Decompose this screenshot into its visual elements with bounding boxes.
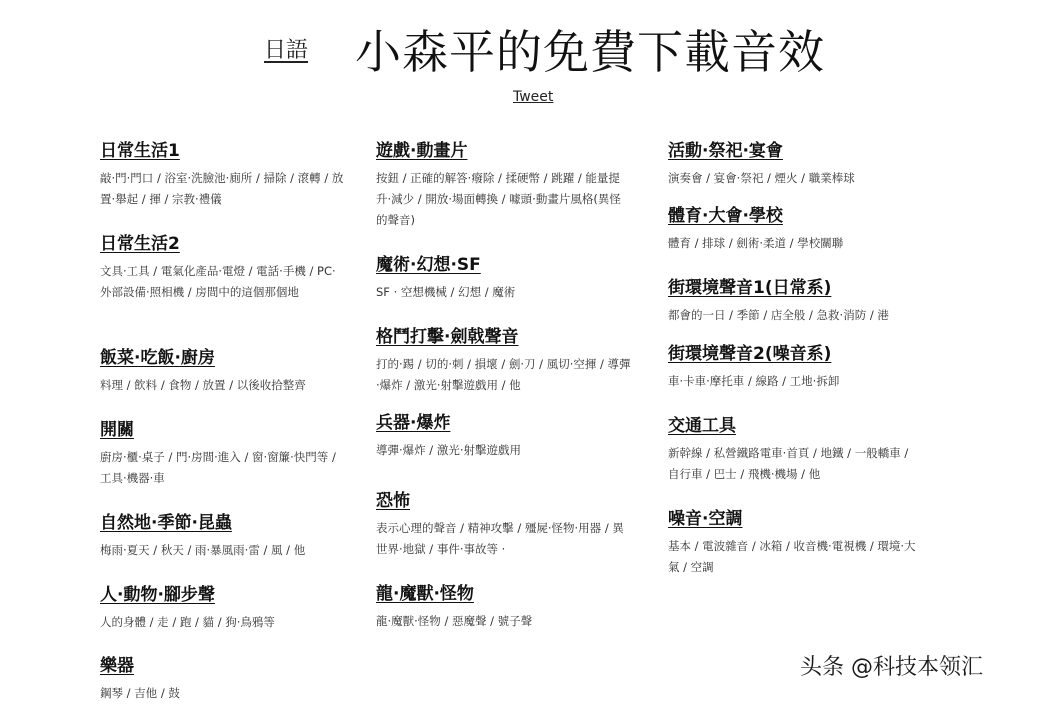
category-block — [668, 343, 923, 392]
category-block — [376, 254, 631, 303]
category-block — [100, 233, 345, 303]
category-block — [376, 412, 631, 461]
subcategory-list[interactable]: 演奏會 / 宴會·祭祀 / 煙火 / 職業棒球 — [668, 171, 855, 185]
category-block — [376, 583, 631, 632]
category-link[interactable]: 人·動物·腳步聲 — [100, 585, 215, 605]
watermark-text: 头条 @科技本领汇 — [800, 655, 983, 680]
subcategory-list[interactable]: 打的·踢 / 切的·刺 / 損壞 / 劍·刀 / 風切·空揮 / 導彈·爆炸 / 激光·射擊遊戲用 / 他 — [376, 357, 631, 392]
subcategory-list[interactable]: 敲·門·門口 / 浴室·洗臉池·廁所 / 掃除 / 滾轉 / 放置·舉起 / 揮 / 宗教·禮儀 — [100, 171, 344, 206]
category-block — [376, 140, 631, 231]
category-link[interactable]: 樂器 — [100, 656, 134, 676]
category-block — [668, 508, 923, 578]
subcategory-list[interactable]: 料理 / 飲料 / 食物 / 放置 / 以後收拾整齊 — [100, 378, 306, 392]
category-link[interactable]: 噪音·空調 — [668, 509, 743, 529]
category-link[interactable]: 體育·大會·學校 — [668, 206, 783, 226]
category-link[interactable]: 恐怖 — [376, 491, 410, 511]
subcategory-list[interactable]: 人的身體 / 走 / 跑 / 貓 / 狗·鳥鴉等 — [100, 615, 275, 629]
category-link[interactable]: 飯菜·吃飯·廚房 — [100, 348, 215, 368]
category-block — [100, 347, 345, 396]
category-block — [100, 140, 345, 210]
subcategory-list[interactable]: 都會的一日 / 季節 / 店全般 / 急救·消防 / 港 — [668, 308, 889, 322]
category-link[interactable]: 交通工具 — [668, 416, 736, 436]
tweet-link[interactable]: Tweet — [513, 89, 554, 105]
category-block — [100, 419, 345, 489]
category-block — [376, 326, 631, 396]
category-block — [100, 584, 345, 633]
category-link[interactable]: 日常生活1 — [100, 141, 180, 161]
subcategory-list[interactable]: SF · 空想機械 / 幻想 / 魔術 — [376, 285, 516, 299]
category-link[interactable]: 街環境聲音1(日常系) — [668, 278, 832, 298]
category-link[interactable]: 格鬥打擊·劍戟聲音 — [376, 327, 519, 347]
subcategory-list[interactable]: 梅雨·夏天 / 秋天 / 雨·暴風雨·雷 / 風 / 他 — [100, 543, 306, 557]
language-link-japanese[interactable]: 日語 — [264, 38, 309, 63]
category-link[interactable]: 活動·祭祀·宴會 — [668, 141, 783, 161]
category-link[interactable]: 兵器·爆炸 — [376, 413, 451, 433]
category-link[interactable]: 街環境聲音2(噪音系) — [668, 344, 832, 364]
category-block — [668, 205, 923, 254]
category-link[interactable]: 遊戲·動畫片 — [376, 141, 468, 161]
category-block — [376, 490, 631, 560]
subcategory-list[interactable]: 文具·工具 / 電氣化產品·電燈 / 電話·手機 / PC·外部設備·照相機 / 房間中的這個那個地 — [100, 264, 336, 299]
subcategory-list[interactable]: 龍·魔獸·怪物 / 惡魔聲 / 號子聲 — [376, 614, 533, 628]
category-link[interactable]: 龍·魔獸·怪物 — [376, 584, 474, 604]
category-block — [100, 655, 345, 704]
subcategory-list[interactable]: 按鈕 / 正確的解答·癈除 / 揉硬幣 / 跳躍 / 能量提升·減少 / 開放·場面轉換 / 噱頭·動畫片風格(異怪的聲音) — [376, 171, 621, 227]
category-link[interactable]: 自然地·季節·昆蟲 — [100, 513, 232, 533]
subcategory-list[interactable]: 廚房·櫃·桌子 / 門·房間·進入 / 窗·窗簾·快門等 / 工具·機器·車 — [100, 450, 336, 485]
category-block — [668, 277, 923, 326]
subcategory-list[interactable]: 車·卡車·摩托車 / 線路 / 工地·拆卸 — [668, 374, 840, 388]
subcategory-list[interactable]: 鋼琴 / 吉他 / 鼓 — [100, 686, 180, 700]
category-link[interactable]: 日常生活2 — [100, 234, 180, 254]
category-link[interactable]: 開關 — [100, 420, 134, 440]
category-block — [668, 140, 923, 189]
subcategory-list[interactable]: 基本 / 電波雜音 / 冰箱 / 收音機·電視機 / 環境·大氣 / 空調 — [668, 539, 916, 574]
subcategory-list[interactable]: 表示心理的聲音 / 精神攻擊 / 殭屍·怪物·用器 / 異世界·地獄 / 事件·事故等 · — [376, 521, 624, 556]
subcategory-list[interactable]: 新幹線 / 私營鐵路電車·首頁 / 地鐵 / 一般轎車 / 自行車 / 巴士 / 飛機·機場 / 他 — [668, 446, 909, 481]
category-block — [100, 512, 345, 561]
category-link[interactable]: 魔術·幻想·SF — [376, 255, 481, 275]
site-title: 小森平的免費下載音效 — [355, 25, 825, 79]
category-block — [668, 415, 923, 485]
subcategory-list[interactable]: 體育 / 排球 / 劍術·柔道 / 學校關聯 — [668, 236, 844, 250]
subcategory-list[interactable]: 導彈·爆炸 / 激光·射擊遊戲用 — [376, 443, 521, 457]
